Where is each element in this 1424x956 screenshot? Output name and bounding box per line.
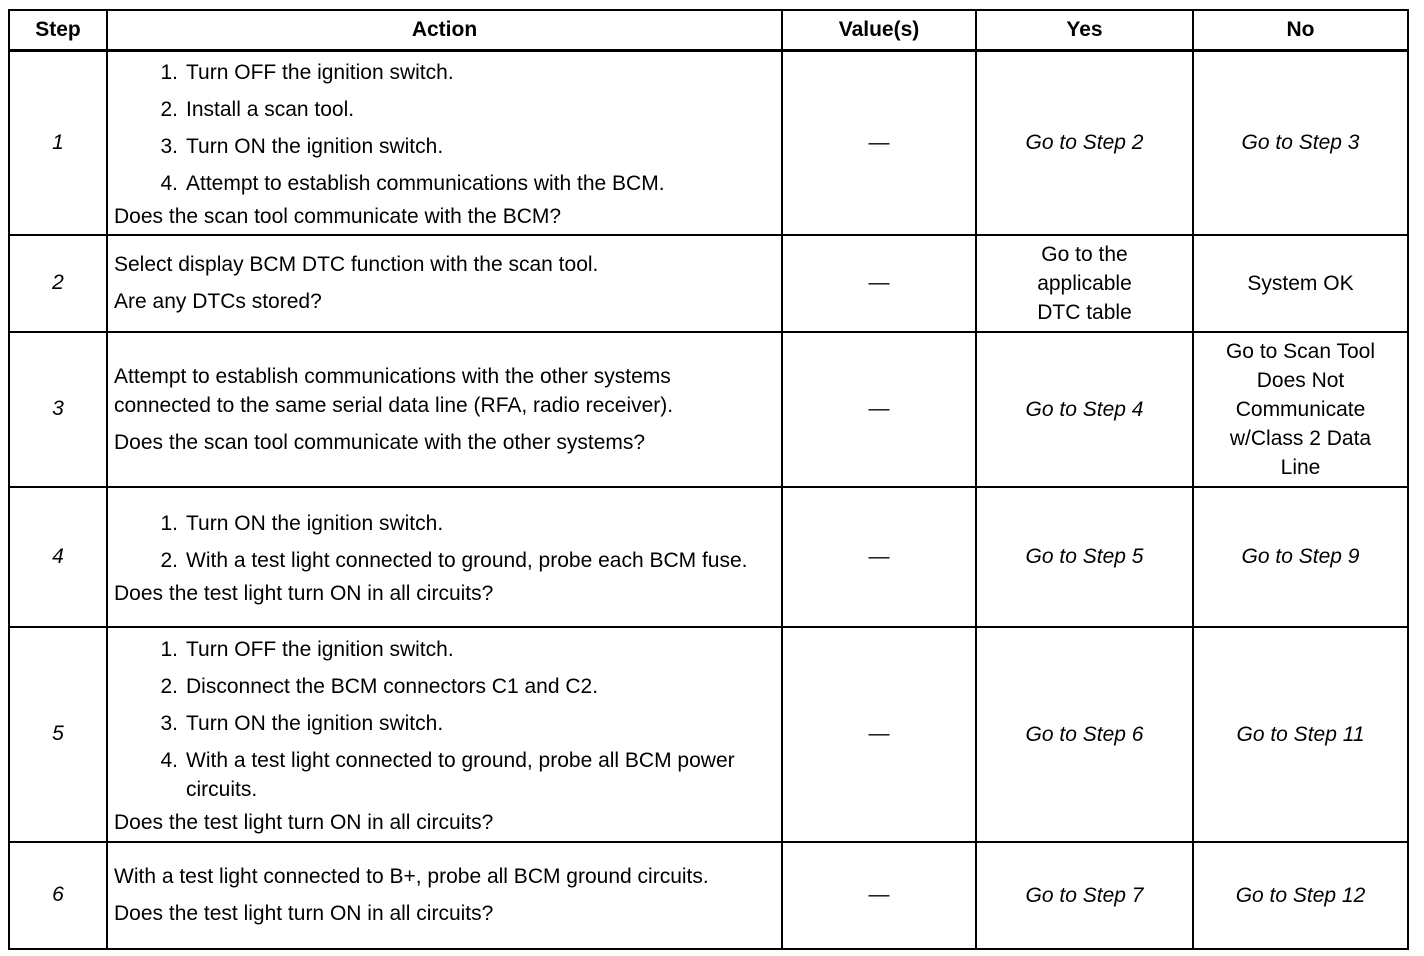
list-item: [114, 58, 775, 87]
no-link[interactable]: Go to Scan Tool Does Not Communicate w/Class 2 Data Line: [1225, 339, 1376, 479]
item-number: 2.: [160, 98, 178, 122]
item-text: With a test light connected to ground, probe all BCM power circuits.: [186, 749, 735, 801]
table-row: [9, 332, 1408, 487]
value-cell: —: [782, 235, 976, 332]
item-text: With a test light connected to ground, probe each BCM fuse.: [186, 549, 748, 572]
action-question: Does the test light turn ON in all circuits?: [114, 582, 494, 605]
no-cell: [1193, 235, 1408, 332]
item-number: 2.: [160, 549, 178, 572]
table-row: [9, 842, 1408, 949]
action-list: [114, 635, 775, 804]
table-row: [9, 51, 1408, 235]
diagnostic-table-page: [8, 9, 1407, 947]
yes-cell: [976, 235, 1193, 332]
item-number: 3.: [160, 712, 178, 735]
list-item: [114, 95, 775, 124]
step-number: 5: [9, 627, 107, 842]
no-cell: [1193, 51, 1408, 235]
action-cell: [107, 51, 782, 235]
action-paragraph: With a test light connected to B+, probe all BCM ground circuits.: [114, 865, 709, 888]
yes-link[interactable]: Go to Step 6: [1025, 722, 1144, 746]
value-cell: —: [782, 842, 976, 949]
item-text: Attempt to establish communications with the BCM.: [186, 172, 665, 196]
action-question: Does the test light turn ON in all circuits?: [114, 902, 494, 925]
action-paragraph: Select display BCM DTC function with the scan tool.: [114, 253, 599, 276]
header-step: Step: [9, 10, 107, 51]
yes-link[interactable]: Go to Step 2: [1025, 131, 1144, 155]
item-text: Turn ON the ignition switch.: [186, 512, 444, 535]
action-cell: [107, 842, 782, 949]
item-number: 1.: [160, 61, 178, 85]
list-item: [114, 746, 775, 804]
yes-link[interactable]: Go to Step 4: [1025, 397, 1144, 421]
no-cell: [1193, 487, 1408, 627]
header-yes: Yes: [976, 10, 1193, 51]
no-link[interactable]: Go to Step 12: [1235, 883, 1366, 907]
list-item: [114, 709, 775, 738]
step-number: 4: [9, 487, 107, 627]
action-paragraph: Attempt to establish communications with the other systems connected to the same serial data line (RFA, radio receiver).: [114, 364, 674, 417]
yes-cell: [976, 487, 1193, 627]
item-number: 4.: [160, 172, 178, 196]
item-text: Turn OFF the ignition switch.: [186, 638, 454, 661]
step-number: 1: [9, 51, 107, 235]
no-link[interactable]: Go to Step 11: [1236, 722, 1365, 746]
item-text: Turn ON the ignition switch.: [186, 712, 444, 735]
item-text: Turn ON the ignition switch.: [186, 135, 444, 159]
no-cell: [1193, 842, 1408, 949]
value-cell: —: [782, 627, 976, 842]
yes-link[interactable]: Go to Step 7: [1025, 883, 1144, 907]
header-values: Value(s): [782, 10, 976, 51]
table-row: [9, 235, 1408, 332]
list-item: [114, 546, 775, 575]
list-item: [114, 169, 775, 198]
action-cell: [107, 487, 782, 627]
item-number: 3.: [160, 135, 178, 159]
no-text: System OK: [1247, 271, 1354, 295]
value-cell: —: [782, 487, 976, 627]
list-item: [114, 509, 775, 538]
action-question: Does the scan tool communicate with the BCM?: [114, 205, 562, 229]
no-cell: [1193, 627, 1408, 842]
action-question: Are any DTCs stored?: [114, 290, 322, 313]
header-action: Action: [107, 10, 782, 51]
action-cell: [107, 235, 782, 332]
item-number: 1.: [160, 512, 178, 535]
step-number: 3: [9, 332, 107, 487]
yes-cell: [976, 842, 1193, 949]
action-list: [114, 509, 775, 575]
item-text: Disconnect the BCM connectors C1 and C2.: [186, 675, 599, 698]
table-row: [9, 627, 1408, 842]
table-row: [9, 487, 1408, 627]
list-item: [114, 672, 775, 701]
yes-cell: [976, 332, 1193, 487]
yes-cell: [976, 627, 1193, 842]
action-question: Does the test light turn ON in all circuits?: [114, 811, 494, 834]
header-row: [9, 10, 1408, 51]
item-text: Install a scan tool.: [186, 98, 355, 122]
yes-link[interactable]: Go to the applicable DTC table: [1037, 242, 1132, 324]
header-no: No: [1193, 10, 1408, 51]
value-cell: —: [782, 51, 976, 235]
action-question: Does the scan tool communicate with the other systems?: [114, 430, 646, 454]
no-link[interactable]: Go to Step 9: [1241, 545, 1360, 568]
item-text: Turn OFF the ignition switch.: [186, 61, 454, 85]
action-cell: [107, 627, 782, 842]
action-list: [114, 58, 775, 198]
action-cell: [107, 332, 782, 487]
list-item: [114, 635, 775, 664]
list-item: [114, 132, 775, 161]
item-number: 1.: [160, 638, 178, 661]
yes-link[interactable]: Go to Step 5: [1025, 545, 1144, 568]
step-number: 2: [9, 235, 107, 332]
value-cell: —: [782, 332, 976, 487]
yes-cell: [976, 51, 1193, 235]
item-number: 4.: [160, 749, 178, 772]
no-link[interactable]: Go to Step 3: [1241, 131, 1360, 155]
no-cell: [1193, 332, 1408, 487]
step-number: 6: [9, 842, 107, 949]
diagnostic-table: [8, 9, 1409, 950]
item-number: 2.: [160, 675, 178, 698]
